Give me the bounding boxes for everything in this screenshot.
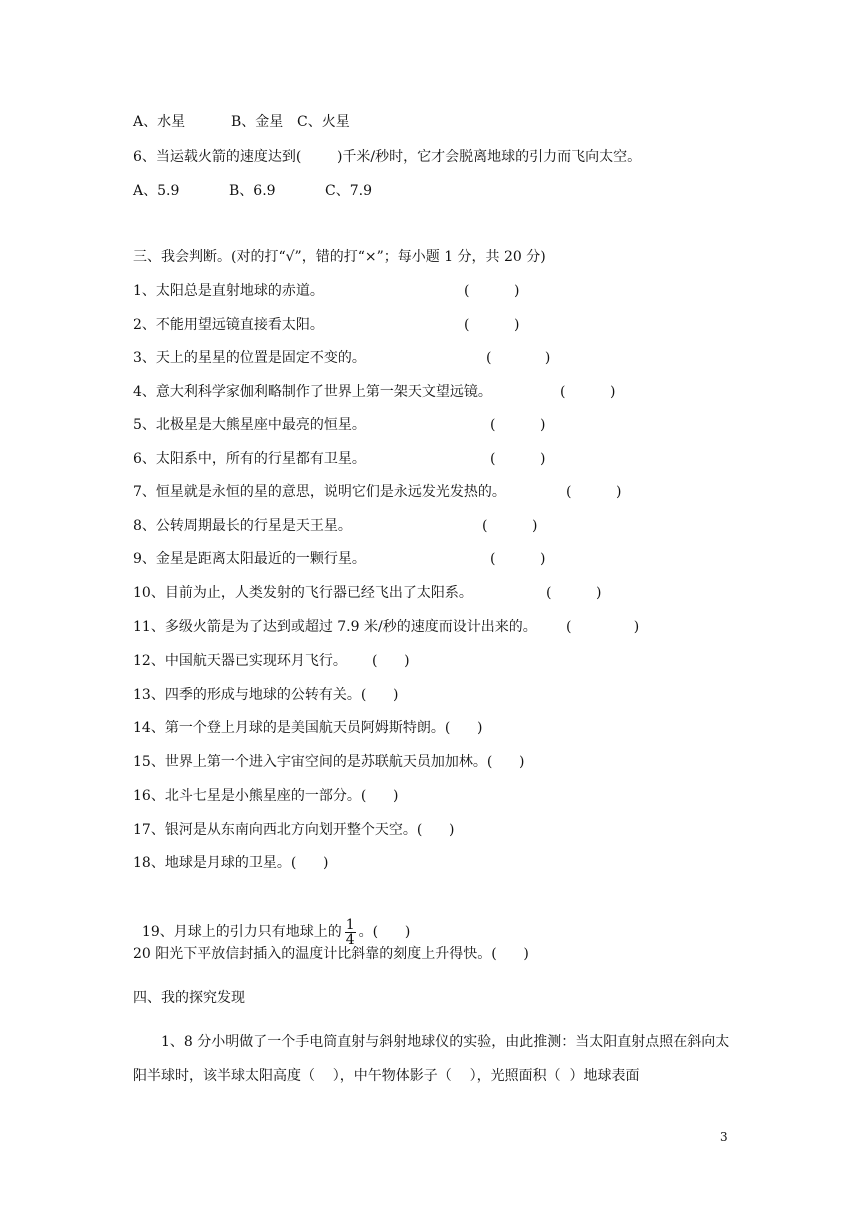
judgment-7: 7、恒星就是永恒的星的意思，说明它们是永远发光发热的。	[133, 484, 506, 500]
judgment-12: 12、中国航天器已实现环月飞行。	[133, 653, 347, 669]
judgment-12-answer-paren[interactable]: ( )	[372, 653, 410, 669]
section-4-title: 四、我的探究发现	[133, 990, 245, 1006]
q5-option-b: B、金星	[231, 114, 284, 130]
q6-option-b: B、6.9	[229, 183, 276, 199]
judgment-4-answer-paren[interactable]: ( )	[560, 384, 616, 400]
judgment-20: 20 阳光下平放信封插入的温度计比斜靠的刻度上升得快。( )	[133, 946, 529, 962]
judgment-6-answer-paren[interactable]: ( )	[490, 451, 546, 467]
judgment-15: 15、世界上第一个进入宇宙空间的是苏联航天员加加林。( )	[133, 754, 525, 770]
judgment-8-answer-paren[interactable]: ( )	[482, 518, 538, 534]
judgment-5-answer-paren[interactable]: ( )	[490, 417, 546, 433]
q5-options	[133, 112, 350, 132]
judgment-13: 13、四季的形成与地球的公转有关。( )	[133, 687, 399, 703]
judgment-10-answer-paren[interactable]: ( )	[546, 585, 602, 601]
judgment-1: 1、太阳总是直射地球的赤道。	[133, 283, 324, 299]
judgment-6: 6、太阳系中，所有的行星都有卫星。	[133, 451, 366, 467]
judgment-11-answer-paren[interactable]: ( )	[566, 619, 640, 635]
judgment-4: 4、意大利科学家伽利略制作了世界上第一架天文望远镜。	[133, 384, 492, 400]
q5-option-c: C、火星	[297, 114, 350, 130]
judgment-8: 8、公转周期最长的行星是天王星。	[133, 518, 352, 534]
fraction-numerator: 1	[345, 916, 355, 933]
judgment-2-answer-paren[interactable]: ( )	[464, 317, 520, 333]
judgment-1-answer-paren[interactable]: ( )	[464, 283, 520, 299]
judgment-9: 9、金星是距离太阳最近的一颗行星。	[133, 551, 366, 567]
judgment-11: 11、多级火箭是为了达到或超过 7.9 米/秒的速度而设计出来的。	[133, 619, 537, 635]
section-4-paragraph-1: 1、8 分小明做了一个手电筒直射与斜射地球仪的实验，由此推测：当太阳直射点照在斜向太阳半球时，该半球太阳高度（ ），中午物体影子（ ），光照面积（ ）地球表面	[133, 1034, 730, 1084]
judgment-14: 14、第一个登上月球的是美国航天员阿姆斯特朗。( )	[133, 720, 483, 736]
q6-option-a: A、5.9	[133, 183, 180, 199]
judgment-5: 5、北极星是大熊星座中最亮的恒星。	[133, 417, 366, 433]
judgment-10: 10、目前为止，人类发射的飞行器已经飞出了太阳系。	[133, 585, 473, 601]
q6-options	[133, 181, 372, 201]
q6-option-c: C、7.9	[325, 183, 372, 199]
judgment-19-answer-paren[interactable]: 。( )	[358, 924, 411, 940]
judgment-9-answer-paren[interactable]: ( )	[490, 551, 546, 567]
judgment-19-text: 19、月球上的引力只有地球上的	[141, 924, 342, 940]
judgment-18: 18、地球是月球的卫星。( )	[133, 855, 329, 871]
section-3-title: 三、我会判断。(对的打“√”，错的打“×”；每小题 1 分，共 20 分)	[133, 249, 546, 265]
q6-text: 6、当运载火箭的速度达到( )千米/秒时，它才会脱离地球的引力而飞向太空。	[133, 149, 642, 165]
page-number: 3	[720, 1130, 728, 1144]
one-quarter-fraction	[345, 918, 356, 947]
fraction-denominator: 4	[345, 931, 355, 948]
judgment-19	[133, 887, 410, 947]
judgment-2: 2、不能用望远镜直接看太阳。	[133, 317, 324, 333]
judgment-7-answer-paren[interactable]: ( )	[566, 484, 622, 500]
judgment-17: 17、银河是从东南向西北方向划开整个天空。( )	[133, 822, 455, 838]
judgment-16: 16、北斗七星是小熊星座的一部分。( )	[133, 788, 399, 804]
judgment-3: 3、天上的星星的位置是固定不变的。	[133, 350, 366, 366]
judgment-3-answer-paren[interactable]: ( )	[486, 350, 551, 366]
q5-option-a: A、水星	[133, 114, 186, 130]
